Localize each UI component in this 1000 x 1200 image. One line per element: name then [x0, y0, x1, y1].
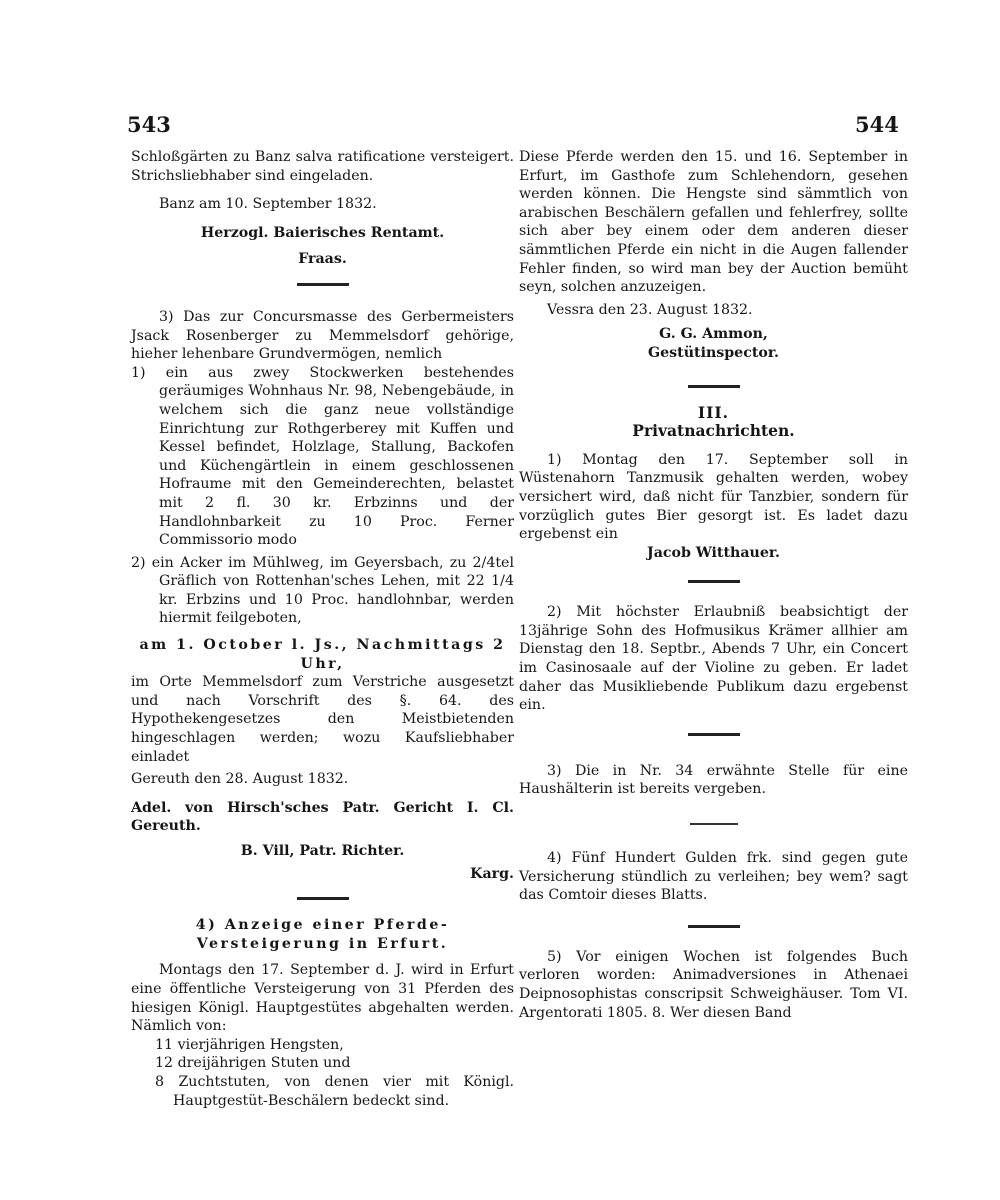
- horse-auction-continuation: Diese Pferde werden den 15. und 16. September in Erfurt, im Gasthofe zum Schlehendorn, gesehen werden können. Die Hengste sind sämmtlich von arabischen Beschälern gefallen und fehlerfrey, sollte sich aber bey einem oder dem anderen dieser sämmtlichen Pferde ein nicht in die Augen fallender Fehler finden, so wird man bey der Auction bemüht seyn, solchen anzuzeigen.: [519, 149, 908, 296]
- horse-list-item: 11 vierjährigen Hengsten,: [155, 1036, 344, 1053]
- notice-4-title: 4) Anzeige einer Pferde-Versteigerung in Erfurt.: [195, 917, 450, 952]
- left-column: [131, 148, 514, 1110]
- private-notice-5: 5) Vor einigen Wochen ist folgendes Buch verloren worden: Animadversiones in Athenaei Deipnosophistas conscripsit Schweighäuser. Tom VI. Argentorati 1805. 8. Wer diesen Band: [519, 948, 908, 1021]
- private-notice-3: 3) Die in Nr. 34 erwähnte Stelle für eine Haushälterin ist bereits vergeben.: [519, 762, 908, 798]
- judge-signature: B. Vill, Patr. Richter.: [240, 843, 405, 859]
- section-number: III.: [697, 402, 730, 422]
- place-date-banz: Banz am 10. September 1832.: [159, 196, 377, 213]
- private-notice-4: 4) Fünf Hundert Gulden frk. sind gegen gute Versicherung stündlich zu verleihen; bey wem? sagt das Comtoir dieses Blatts.: [519, 850, 908, 904]
- notice-3-intro: 3) Das zur Concursmasse des Gerbermeisters Jsack Rosenberger zu Memmelsdorf gehörige, hieher lehenbare Grundvermögen, nemlich: [131, 308, 514, 363]
- notice-4-body: Montags den 17. September d. J. wird in Erfurt eine öffentliche Versteigerung von 31 Pferden des hiesigen Königl. Hauptgestütes abgehalten werden. Nämlich von:: [131, 962, 514, 1035]
- private-notice-2: 2) Mit höchster Erlaubniß beabsichtigt der 13jährige Sohn des Hofmusikus Krämer allhier am Dienstag den 18. Septbr., Abends 7 Uhr, ein Concert im Casinosaale auf der Violine zu geben. Er ladet daher das Musikliebende Publikum dazu ergebenst ein.: [519, 604, 908, 714]
- right-column: [519, 148, 908, 1022]
- intro-paragraph: Schloßgärten zu Banz salva ratificatione versteigert. Strichsliebhaber sind eingeladen.: [131, 149, 514, 184]
- horse-list-item: 8 Zuchtstuten, von denen vier mit Königl. Hauptgestüt-Beschälern bedeckt sind.: [155, 1073, 514, 1109]
- place-date-vessra: Vessra den 23. August 1832.: [547, 301, 753, 318]
- private-notice-1: 1) Montag den 17. September soll in Wüstenahorn Tanzmusik gehalten werden, wobey versichert wird, daß nicht für Tanzbier, sondern für vorzüglich gutes Bier gesorgt ist. Es ladet dazu ergebenst ein: [519, 451, 908, 543]
- notice-3-item-2: 2) ein Acker im Mühlweg, im Geyersbach, zu 2/4tel Gräflich von Rottenhan'sches Lehen, mit 22 1/4 kr. Erbzins und 10 Proc. handlohnbar, werden hiermit feilgeboten,: [131, 554, 514, 627]
- page-number-right: 544: [855, 112, 899, 137]
- section-title: Privatnachrichten.: [632, 421, 795, 441]
- signer-witthauer: Jacob Witthauer.: [646, 544, 780, 561]
- place-date-gereuth: Gereuth den 28. August 1832.: [131, 771, 349, 788]
- signer-fraas: Fraas.: [298, 251, 347, 268]
- signer-karg: Karg.: [470, 865, 514, 882]
- office-patrimonial-court: Adel. von Hirsch'sches Patr. Gericht I. Cl. Gereuth.: [131, 799, 514, 835]
- horse-list-item: 12 dreijährigen Stuten und: [155, 1055, 351, 1072]
- signer-ammon: G. G. Ammon,: [659, 326, 768, 343]
- notice-3-item-1: 1) ein aus zwey Stockwerken bestehendes geräumiges Wohnhaus Nr. 98, Nebengebäude, in welchem sich die ganz neue vollständige Einrichtung zur Rothgerberey mit Kuffen und Kessel befindet, Holzlage, Stallung, Backofen und Küchengärtlein in einem geschlossenen Hofraume mit den Gemeinderechten, belastet mit 2 fl. 30 kr. Erbzinns und der Handlohnbarkeit zu 10 Proc. Ferner Commissorio modo: [131, 364, 514, 549]
- auction-date: am 1. October l. Js., Nachmittags 2 Uhr,: [139, 637, 506, 672]
- signer-ammon-title: Gestütinspector.: [648, 344, 779, 361]
- page-number-left: 543: [127, 112, 171, 137]
- horse-list: [131, 1036, 514, 1110]
- notice-3-body: im Orte Memmelsdorf zum Verstriche ausgesetzt und nach Vorschrift des §. 64. des Hypothekengesetzes den Meistbietenden hingeschlagen werden; wozu Kaufsliebhaber einladet: [131, 674, 514, 765]
- office-rentamt: Herzogl. Baierisches Rentamt.: [200, 224, 445, 241]
